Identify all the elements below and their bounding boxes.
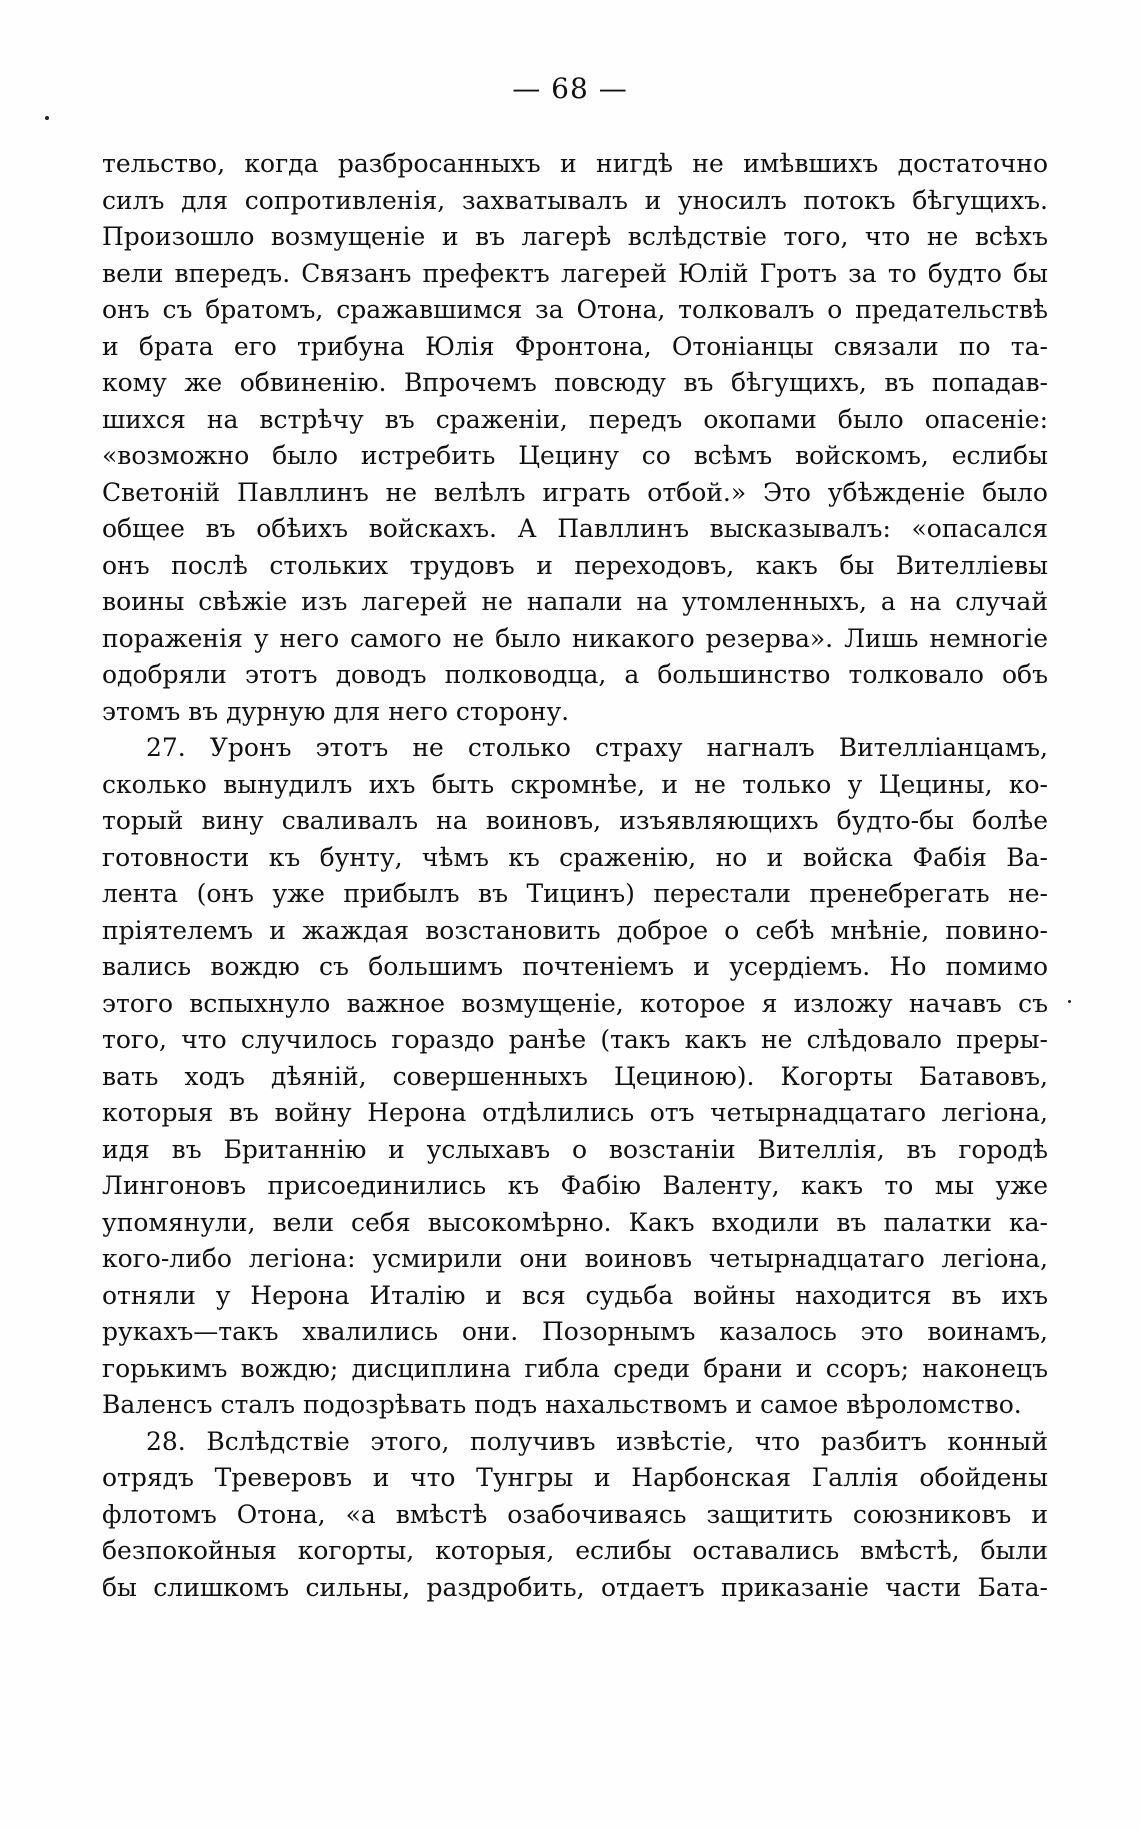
text-line: этого вспыхнуло важное возмущеніе, которое я изложу начавъ съ [102, 988, 1048, 1018]
text-line: вались вождю съ большимъ почтеніемъ и усердіемъ. Но помимо [102, 952, 1048, 981]
text-line: кого-либо легіона: усмирили они воиновъ четырнадцатаго легіона, [102, 1244, 1048, 1273]
text-line: Произошло возмущеніе и въ лагерѣ вслѣдствіе того, что не всѣхъ [102, 222, 1048, 251]
text-line: и брата его трибуна Юлія Фронтона, Отоніанцы связали по та- [102, 331, 1048, 361]
text-line: воины свѣжіе изъ лагерей не напали на утомленныхъ, а на случай [102, 587, 1048, 616]
ink-speck [1068, 1000, 1071, 1003]
paragraph-3 [102, 1424, 1048, 1607]
text-line: сколько вынудилъ ихъ быть скромнѣе, и не только у Цецины, ко- [102, 769, 1048, 799]
text-line: лента (онъ уже прибылъ въ Тицинъ) перестали пренебрегать не- [102, 879, 1048, 908]
text-line: 27. Уронъ этотъ не столько страху нагналъ Вителліанцамъ, [146, 733, 1048, 762]
text-line: торый вину сваливалъ на воиновъ, изъявляющихъ будто-бы болѣе [102, 806, 1048, 835]
text-line: «возможно было истребить Цецину со всѣмъ войскомъ, еслибы [102, 441, 1048, 470]
text-line: отняли у Нерона Италію и вся судьба войны находится въ ихъ [102, 1280, 1048, 1310]
text-line: готовности къ бунту, чѣмъ къ сраженію, но и войска Фабія Ва- [102, 842, 1048, 872]
text-line: кому же обвиненію. Впрочемъ повсюду въ бѣгущихъ, въ попадав- [102, 368, 1048, 397]
text-line: пріятелемъ и жаждая возстановить доброе о себѣ мнѣніе, повино- [102, 915, 1048, 945]
text-line: вать ходъ дѣяній, совершенныхъ Цециною). Когорты Батавовъ, [102, 1061, 1048, 1091]
text-line: онъ послѣ стольких трудовъ и переходовъ, какъ бы Вителліевы [102, 550, 1048, 580]
text-line: силъ для сопротивленія, захватывалъ и уносилъ потокъ бѣгущихъ. [102, 185, 1048, 215]
text-line: Светоній Павллинъ не велѣлъ играть отбой.» Это убѣжденіе было [102, 477, 1048, 507]
text-line: этомъ въ дурную для него сторону. [102, 696, 570, 726]
ink-speck [45, 116, 49, 120]
body-text [102, 146, 1048, 1606]
text-line: одобряли этотъ доводъ полководца, а большинство толковало объ [102, 660, 1048, 689]
text-line: отрядъ Треверовъ и что Тунгры и Нарбонская Галлія обойдены [102, 1463, 1048, 1492]
text-line: которыя въ войну Нерона отдѣлились отъ четырнадцатаго легіона, [102, 1098, 1048, 1127]
paragraph-1 [102, 146, 1048, 730]
paragraph-2 [102, 730, 1048, 1424]
text-line: 28. Вслѣдствіе этого, получивъ извѣстіе, что разбитъ конный [146, 1426, 1048, 1456]
text-line: вели впередъ. Связанъ префектъ лагерей Юлій Гротъ за то будто бы [102, 258, 1048, 288]
text-line: тельство, когда разбросанныхъ и нигдѣ не имѣвшихъ достаточно [102, 149, 1048, 178]
text-line: общее въ обѣихъ войскахъ. А Павллинъ высказывалъ: «опасался [102, 514, 1048, 543]
text-line: онъ съ братомъ, сражавшимся за Отона, толковалъ о предательствѣ [102, 295, 1048, 324]
text-line: пораженія у него самого не было никакого резерва». Лишь немногіе [102, 623, 1048, 653]
text-line: упомянули, вели себя высокомѣрно. Какъ входили въ палатки ка- [102, 1207, 1048, 1237]
text-line: Валенсъ сталъ подозрѣвать подъ нахальствомъ и самое вѣроломство. [102, 1390, 1022, 1419]
text-line: шихся на встрѣчу въ сраженіи, передъ окопами было опасеніе: [102, 404, 1048, 434]
page-number: — 68 — [512, 72, 628, 105]
text-line: Лингоновъ присоединились къ Фабію Валенту, какъ то мы уже [102, 1171, 1048, 1200]
text-line: рукахъ—такъ хвалились они. Позорнымъ казалось это воинамъ, [102, 1317, 1048, 1346]
text-line: горькимъ вождю; дисциплина гибла среди брани и ссоръ; наконецъ [102, 1353, 1048, 1383]
text-line: того, что случилось гораздо ранѣе (такъ какъ не слѣдовало преры- [102, 1025, 1048, 1054]
text-line: флотомъ Отона, «а вмѣстѣ озабочиваясь защитить союзниковъ и [102, 1499, 1048, 1529]
text-line: идя въ Британнію и услыхавъ о возстаніи Вителлія, въ городѣ [102, 1134, 1048, 1164]
text-line: бы слишкомъ сильны, раздробить, отдаетъ приказаніе части Бата- [102, 1572, 1048, 1602]
text-line: безпокойныя когорты, которыя, еслибы оставались вмѣстѣ, были [102, 1536, 1048, 1565]
